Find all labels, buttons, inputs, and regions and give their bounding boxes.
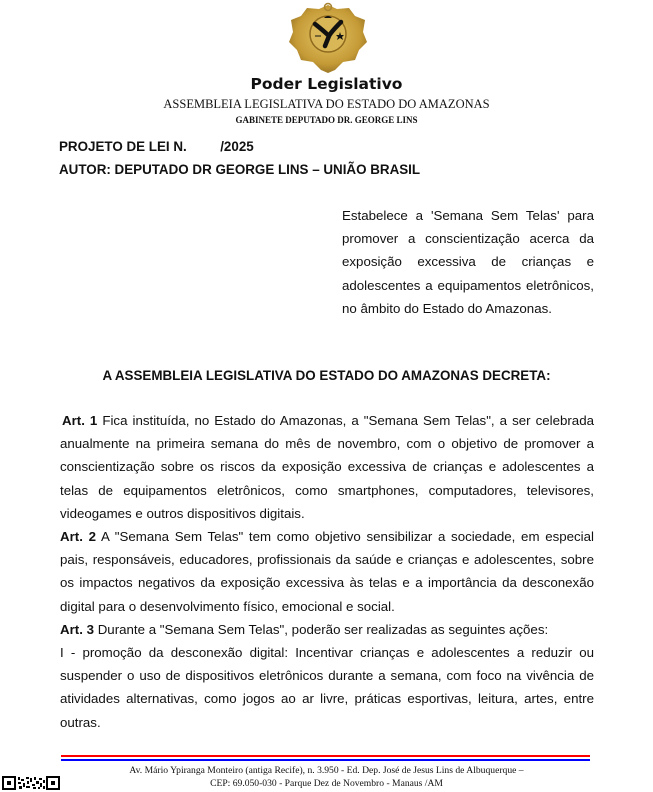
article-text: Fica instituída, no Estado do Amazonas, a "Semana Sem Telas", a ser celebrada anualmente na primeira semana do mês de novembro, com o objetivo de promover a conscientização sobre os riscos da exposição excessiva de crianças e adolescentes a telas de equipamentos eletrônicos, como smartphones, computadores, televisores, videogames e outros dispositivos digitais. <box>60 413 594 521</box>
article-label: Art. 1 <box>62 413 98 428</box>
article-text: Durante a "Semana Sem Telas", poderão ser realizadas as seguintes ações: <box>94 621 549 637</box>
assembly-name: ASSEMBLEIA LEGISLATIVA DO ESTADO DO AMAZONAS <box>163 97 490 111</box>
footer-address-line-1: Av. Mário Ypiranga Monteiro (antiga Recife), n. 3.950 - Ed. Dep. José de Jesus Lins de Albuquerque – <box>129 765 524 776</box>
article-text: A "Semana Sem Telas" tem como objetivo sensibilizar a sociedade, em especial pais, responsáveis, educadores, profissionais da saúde e crianças e adolescentes, sobre os impactos negativos da exposição excessiva às telas e a importância da desconexão digital para o desenvolvimento físico, emocional e social. <box>60 529 594 614</box>
footer-rule-red <box>61 755 590 757</box>
article-label: Art. 2 <box>60 529 96 545</box>
qr-code-icon <box>2 776 60 790</box>
bill-body <box>60 409 594 734</box>
article-3-item-1: I - promoção da desconexão digital: Incentivar crianças e adolescentes a reduzir ou suspender o uso de dispositivos eletrônicos durante a semana, com foco na vivência de atividades alternativas, como jogos ao ar livre, práticas esportivas, leitura, artes, entre outras. <box>60 645 594 730</box>
article-1 <box>60 409 594 525</box>
article-2 <box>60 525 594 618</box>
article-3 <box>60 618 594 641</box>
office-name: GABINETE DEPUTADO DR. GEORGE LINS <box>235 115 418 125</box>
bill-author: AUTOR: DEPUTADO DR GEORGE LINS – UNIÃO BRASIL <box>59 162 421 177</box>
decree-heading: A ASSEMBLEIA LEGISLATIVA DO ESTADO DO AMAZONAS DECRETA: <box>102 368 551 383</box>
article-label: Art. 3 <box>60 621 94 637</box>
bill-number: PROJETO DE LEI N. /2025 <box>59 139 254 154</box>
footer-address-line-2: CEP: 69.050-030 - Parque Dez de Novembro - Manaus /AM <box>210 778 443 789</box>
footer-rule-blue <box>61 759 590 761</box>
coat-of-arms-icon <box>285 2 371 74</box>
header-title: Poder Legislativo <box>250 75 403 93</box>
bill-summary: Estabelece a 'Semana Sem Telas' para promover a conscientização acerca da exposição excessiva de crianças e adolescentes a equipamentos eletrônicos, no âmbito do Estado do Amazonas. <box>342 208 594 316</box>
